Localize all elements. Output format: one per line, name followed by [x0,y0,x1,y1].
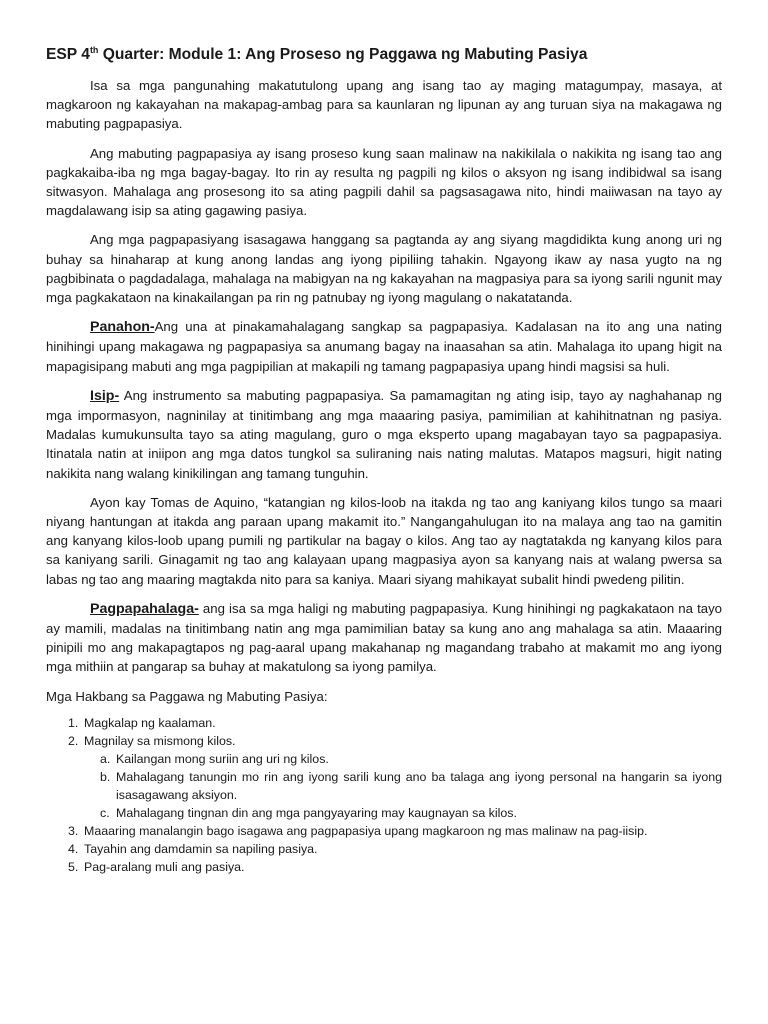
list-item-text: Pag-aralang muli ang pasiya. [84,859,245,874]
title-prefix: ESP 4 [46,46,90,63]
title-rest: Quarter: Module 1: Ang Proseso ng Paggawa ng Mabuting Pasiya [98,46,588,63]
term-panahon: Panahon- [90,319,155,336]
sub-list-item-letter: b. [100,769,111,784]
paragraph-pagpapahalaga-text: ang isa sa mga haligi ng mabuting pagpapasiya. Kung hinihingi ng pagkakataon na tayo ay mamili, madalas na tinitimbang natin ang mga pamimilian batay sa kung ano ang mahalaga sa atin. Maaaring pinipili mo ang makapagtapos ng pag-aaral upang makahanap ng magandang trabaho at makamit mo ang iyong mga mithiin at pangarap sa buhay at makatulong sa iyong pamilya. [46,600,722,675]
list-item [70,840,722,858]
document-title [46,44,722,66]
paragraph-isip-text: Ang instrumento sa mabuting pagpapasiya. Sa pamamagitan ng ating isip, tayo ay naghahanap ng mga impormasyon, nagninilay at tinitimbang ang mga maaaring pasiya, pamimilian at kahihitnatnan ng pasiya. Madalas kumukunsulta tayo sa ating magulang, guro o mga eksperto upang magabayan tayo sa pagpapasiya. Itinatala natin at iniipon ang mga datos tungkol sa suliraning nais nating malutas. Matapos magsuri, higit nating nakikita nang walang kinikilingan ang tamang tunguhin. [46,387,722,481]
paragraph-aquino: Ayon kay Tomas de Aquino, “katangian ng kilos-loob na itakda ng tao ang kaniyang kilos tungo sa maari niyang hantungan at itakda ang paraan upang makamit ito.” Nangangahulugan ito na malaya ang tao na gamitin ang kanyang kilos-loob upang pumili ng partikular na bagay o kilos. Ang tao ay nagtatakda ng kanyang kilos para sa kaniyang sarili. Ginagamit ng tao ang kalayaan upang magpasiya ayon sa kanyang nais at walang pwersa sa labas ng tao ang maaring magtakda nito para sa kaniya. Maari siyang mahikayat subalit hindi pwedeng pilitin. [46,494,722,587]
list-item-number: 4. [68,841,79,856]
term-pagpapahalaga: Pagpapahalaga- [90,600,199,617]
paragraph-intro: Isa sa mga pangunahing makatutulong upang ang isang tao ay maging matagumpay, masaya, at magkaroon ng kakayahan na makapag-ambag para sa kaunlaran ng lipunan ay ang turuan siya na makagawa ng mabuting pagpapasiya. [46,78,722,132]
sub-list-item-letter: c. [100,805,110,820]
sub-list-item-letter: a. [100,751,111,766]
paragraph-definition: Ang mabuting pagpapasiya ay isang proseso kung saan malinaw na nakikilala o nakikita ng isang tao ang pagkakaiba-iba ng mga bagay-bagay. Ito rin ay resulta ng pagpili ng kilos o aksyon ng isang indibidwal sa isang sitwasyon. Mahalaga ang prosesong ito sa ating pagpili dahil sa pagsasagawa nito, hindi maiiwasan na tayo ay magdalawang isip sa ating gagawing pasiya. [46,145,722,219]
sub-list-item-text: Kailangan mong suriin ang uri ng kilos. [116,751,329,766]
sub-list-item [100,804,722,822]
list-item [70,822,722,840]
sub-list-item-text: Mahalagang tingnan din ang mga pangyayaring may kaugnayan sa kilos. [116,805,517,820]
paragraph-guidance: Ang mga pagpapasiyang isasagawa hanggang sa pagtanda ay ang siyang magdidikta kung anong uri ng buhay sa hinaharap at kung anong landas ang iyong pipiliing tahakin. Ngayong ikaw ay nasa yugto na ng pagbibinata o pagdadalaga, mahalaga na mabigyan na ng kakayahan na magpasiya para sa iyong sarili ngunit may mga pagkakataon na kinakailangan pa rin ng patnubay ng iyong magulang o nakatatanda. [46,232,722,306]
paragraph-panahon [46,317,722,376]
paragraph-pagpapahalaga [46,599,722,677]
list-item-number: 2. [68,733,79,748]
list-item [70,732,722,822]
list-item-text: Tayahin ang damdamin sa napiling pasiya. [84,841,318,856]
list-item-number: 1. [68,715,79,730]
document-page [46,44,722,876]
sub-list-item [100,750,722,768]
term-isip: Isip- [90,387,120,404]
list-item-text: Maaaring manalangin bago isagawa ang pagpapasiya upang magkaroon ng mas malinaw na pag-iisip. [84,823,648,838]
paragraph-isip [46,386,722,483]
sub-list-item-text: Mahalagang tanungin mo rin ang iyong sarili kung ano ba talaga ang iyong personal na hangarin sa iyong isasagawang aksiyon. [116,769,722,802]
steps-list [46,714,722,876]
steps-heading: Mga Hakbang sa Paggawa ng Mabuting Pasiya: [46,688,328,704]
list-item [70,858,722,876]
list-item-number: 3. [68,823,79,838]
sub-list-item [100,768,722,804]
title-superscript: th [89,44,99,55]
list-item-number: 5. [68,859,79,874]
paragraph-panahon-text: Ang una at pinakamahalagang sangkap sa pagpapasiya. Kadalasan na ito ang una nating hinihingi upang makagawa ng pagpapasiya sa anumang bagay na inaasahan sa atin. Mahalaga ito upang higit na mapagisipang mabuti ang mga pagpipilian at makapili ng tamang pagpapasiya upang hindi magsisi sa huli. [46,319,722,374]
sub-steps-list [84,750,722,822]
list-item-text: Magnilay sa mismong kilos. [84,733,236,748]
list-item-text: Magkalap ng kaalaman. [84,715,216,730]
list-item [70,714,722,732]
